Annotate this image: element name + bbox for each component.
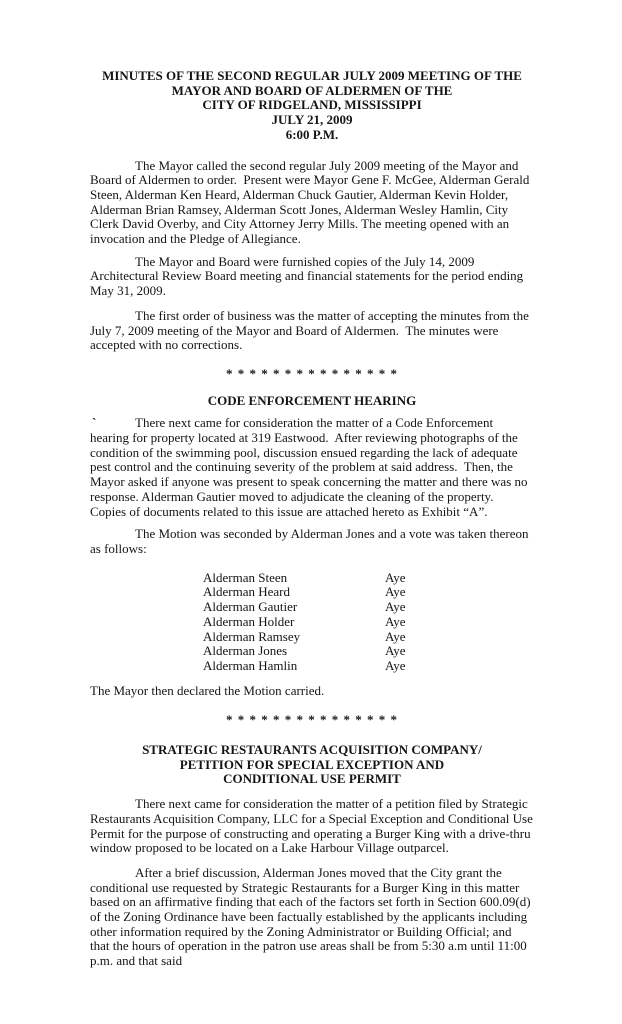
section-separator-2: * * * * * * * * * * * * * * * <box>226 712 398 728</box>
heading-line-1: STRATEGIC RESTAURANTS ACQUISITION COMPANY/ <box>142 742 482 758</box>
paragraph-call-to-order: The Mayor called the second regular July 2009 meeting of the Mayor and Board of Aldermen to order. Present were Mayor Gene F. McGee, Alderman Gerald Steen, Alderman Ken Heard, Alderman Chuck Gautier, Alderman Kevin Holder, Alderman Brian Ramsey, Alderman Scott Jones, Alderman Wesley Hamlin, City Clerk David Overby, and City Attorney Jerry Mills. The meeting opened with an invocation and the Pledge of Allegiance. <box>90 157 533 247</box>
title-line-1: MINUTES OF THE SECOND REGULAR JULY 2009 MEETING OF THE <box>102 68 522 83</box>
heading-line-2: PETITION FOR SPECIAL EXCEPTION AND <box>179 756 445 772</box>
vote-row <box>203 644 534 659</box>
vote-row <box>203 571 534 586</box>
heading-line-3: CONDITIONAL USE PERMIT <box>223 771 401 787</box>
document-title <box>90 69 534 143</box>
vote-value: Aye <box>385 643 406 659</box>
paragraph-petition: There next came for consideration the matter of a petition filed by Strategic Restaurants Acquisition Company, LLC for a Special Exception and Conditional Use Permit for the purpose of constructing and operating a Burger King with a drive-thru window proposed to be located on a Lake Harbour Village outparcel. <box>90 796 537 856</box>
paragraph-code-enforcement-intro <box>90 416 534 519</box>
paragraph-motion-seconded: The Motion was seconded by Alderman Jones and a vote was taken thereon as follows: <box>90 526 532 556</box>
paragraph-motion-carried: The Mayor then declared the Motion carried. <box>90 682 325 698</box>
vote-value: Aye <box>385 628 406 644</box>
vote-value: Aye <box>385 569 406 585</box>
section-heading-strategic-restaurants <box>90 743 534 787</box>
paragraph-first-order: The first order of business was the matter of accepting the minutes from the July 7, 2009 meeting of the Mayor and Board of Aldermen. The minutes were accepted with no corrections. <box>90 307 533 353</box>
paragraph-code-enforcement-text: There next came for consideration the matter of a Code Enforcement hearing for property located at 319 Eastwood. After reviewing photographs of the condition of the swimming pool, discussion ensued regarding the lack of adequate pest control and the continuing severity of the problem at said address. Then, the Mayor asked if anyone was present to speak concerning the matter and there was no response. Alderman Gautier moved to adjudicate the cleaning of the property. Copies of documents related to this issue are attached hereto as Exhibit “A”. <box>90 415 531 519</box>
vote-row <box>203 659 534 674</box>
vote-row <box>203 600 534 615</box>
section-heading-code-enforcement: CODE ENFORCEMENT HEARING <box>207 392 417 408</box>
vote-alderman-name: Alderman Gautier <box>203 599 298 615</box>
section-separator-1: * * * * * * * * * * * * * * * <box>226 365 398 381</box>
title-line-4: JULY 21, 2009 <box>271 112 353 128</box>
vote-value: Aye <box>385 657 406 673</box>
stray-backtick-mark: ` <box>92 415 97 431</box>
vote-alderman-name: Alderman Jones <box>203 643 288 659</box>
paragraph-furnished-copies: The Mayor and Board were furnished copies of the July 14, 2009 Architectural Review Board meeting and financial statements for the period ending May 31, 2009. <box>90 253 527 299</box>
vote-value: Aye <box>385 584 406 600</box>
vote-value: Aye <box>385 613 406 629</box>
title-line-2: MAYOR AND BOARD OF ALDERMEN OF THE <box>171 82 453 98</box>
vote-row <box>203 615 534 630</box>
vote-alderman-name: Alderman Steen <box>203 569 288 585</box>
vote-alderman-name: Alderman Hamlin <box>203 657 298 673</box>
vote-value: Aye <box>385 599 406 615</box>
paragraph-conditional-use-motion: After a brief discussion, Alderman Jones moved that the City grant the conditional use requested by Strategic Restaurants for a Burger King in this matter based on an affirmative finding that each of the factors set forth in Section 600.09(d) of the Zoning Ordinance have been factually established by the applicants including other information required by the Zoning Administrator or Building Official; and that the hours of operation in the patron use areas shall be from 5:30 a.m until 11:00 p.m. and that said <box>90 864 534 969</box>
vote-alderman-name: Alderman Holder <box>203 613 295 629</box>
title-line-5: 6:00 P.M. <box>285 126 339 142</box>
vote-row <box>203 585 534 600</box>
vote-row <box>203 630 534 645</box>
vote-alderman-name: Alderman Heard <box>203 584 290 600</box>
vote-alderman-name: Alderman Ramsey <box>203 628 301 644</box>
title-line-3: CITY OF RIDGELAND, MISSISSIPPI <box>202 97 422 113</box>
vote-table <box>203 571 534 674</box>
